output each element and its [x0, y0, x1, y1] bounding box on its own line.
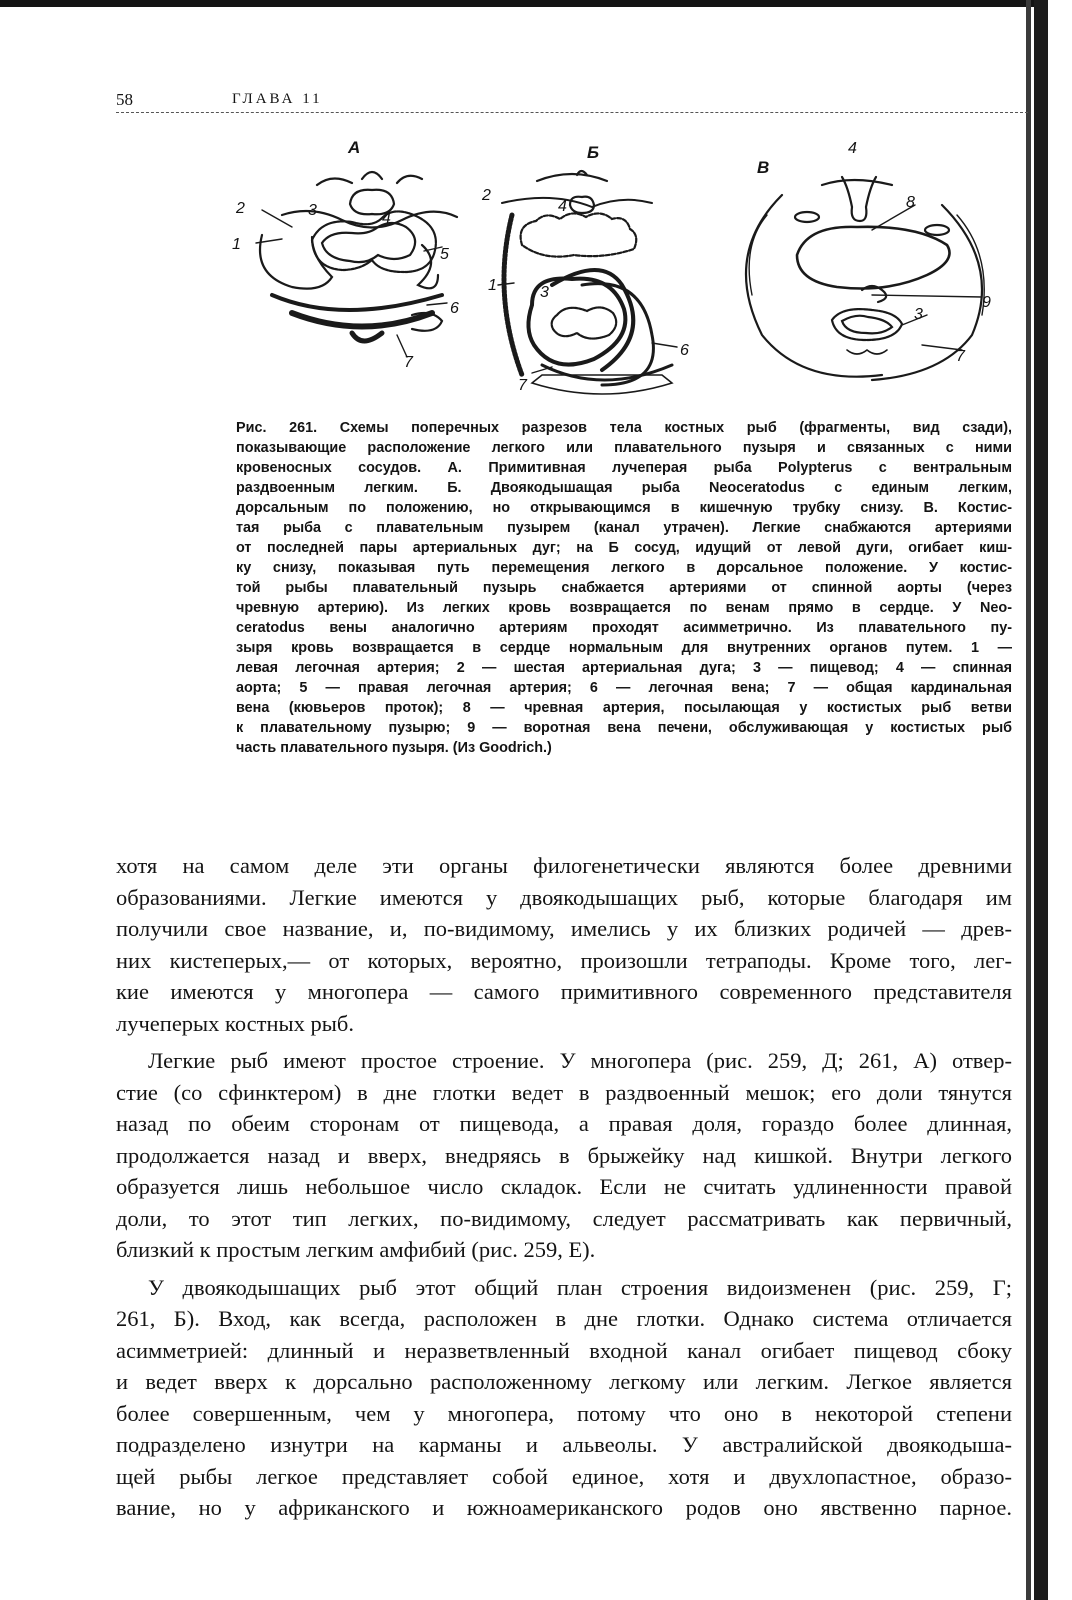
panel-c-num-7: 7: [956, 348, 965, 365]
figure-261: [222, 135, 1012, 420]
panel-b-num-3: 3: [540, 284, 549, 301]
caption-line: ку снизу, показывая путь перемещения легкого в дорсальное положение. У костис-: [236, 560, 1012, 576]
header-rule: [116, 112, 1028, 113]
caption-line: кровеносных сосудов. А. Примитивная лучеперая рыба Polypterus с вентральным: [236, 460, 1012, 476]
paragraph-2: [116, 1045, 1012, 1266]
panel-label-b: Б: [587, 143, 600, 162]
panel-a-num-3: 3: [308, 202, 317, 219]
caption-line: тая рыба с плавательным пузырем (канал утрачен). Легкие снабжаются артериями: [236, 520, 1012, 536]
text-line: получили свое название, и, по-видимому, имелись у их близких родичей — древ-: [116, 916, 1012, 941]
panel-a-num-4: 4: [382, 210, 391, 227]
running-head: [116, 90, 1028, 114]
panel-label-a: А: [348, 138, 361, 157]
caption-line: аорта; 5 — правая легочная артерия; 6 — легочная вена; 7 — общая кардинальная: [236, 680, 1012, 696]
text-line: вание, но у африканского и южноамериканского родов оно явственно парное.: [116, 1495, 1012, 1520]
body-text: [116, 850, 1012, 1524]
panel-c-num-9: 9: [982, 294, 991, 311]
caption-line: ceratodus вены аналогично артериям проходят асимметрично. Из плавательного пу-: [236, 620, 1012, 636]
caption-line: раздвоенным легким. Б. Двоякодышащая рыба Neoceratodus с единым легким,: [236, 480, 1012, 496]
panel-a-num-5: 5: [440, 246, 449, 263]
panel-a-num-7: 7: [404, 354, 413, 371]
text-line: назад по обеим сторонам от пищевода, а правая доля, гораздо более длинная,: [116, 1111, 1012, 1136]
text-line: У двоякодышащих рыб этот общий план строения видоизменен (рис. 259, Г;: [148, 1274, 1012, 1300]
panel-a-num-2: 2: [236, 200, 245, 217]
text-line: доли, то этот тип легких, по-видимому, следует рассматривать как первичный,: [116, 1205, 1012, 1231]
panel-a-drawing: [256, 172, 457, 357]
panel-a-num-1: 1: [232, 236, 241, 253]
scan-right-edge: [1034, 0, 1048, 1600]
caption-line: к плавательному пузырю; 9 — воротная вена печени, обслуживающая у костистых рыб: [236, 720, 1012, 736]
caption-line: вена (кювьеров проток); 8 — чревная артерия, посылающая у костистых рыб ветви: [236, 700, 1012, 716]
scan-right-shadow: [1026, 0, 1031, 1600]
figure-caption: [236, 418, 1012, 758]
caption-line: показывающие расположение легкого или плавательного пузыря и связанных с ними: [236, 440, 1012, 456]
page-number: 58: [116, 90, 133, 109]
caption-line: Рис. 261. Схемы поперечных разрезов тела костных рыб (фрагменты, вид сзади),: [236, 420, 1012, 436]
panel-b-num-7: 7: [518, 377, 527, 394]
panel-b-drawing: [498, 171, 677, 394]
paragraph-1: [116, 850, 1012, 1039]
text-line: Легкие рыб имеют простое строение. У многопера (рис. 259, Д; 261, А) отвер-: [148, 1048, 1012, 1073]
text-line: 261, Б). Вход, как всегда, расположен в дне глотки. Однако система отличается: [116, 1306, 1012, 1331]
figure-drawing: [222, 135, 1012, 420]
caption-line: часть плавательного пузыря. (Из Goodrich.): [236, 740, 552, 756]
text-line: образованиями. Легкие имеются у двоякодышащих рыб, которые благодаря им: [116, 884, 1012, 910]
text-line: кие имеются у многопера — самого примитивного современного представителя: [116, 979, 1012, 1004]
caption-line: дорсальным по положению, но открывающимся в кишечную трубку снизу. В. Костис-: [236, 500, 1012, 516]
panel-b-num-4: 4: [558, 198, 567, 215]
panel-b-num-1: 1: [488, 277, 497, 294]
text-line: подразделено изнутри на карманы и альвеолы. У австралийской двоякодыша-: [116, 1432, 1012, 1457]
text-line: них кистеперых,— от которых, вероятно, произошли тетраподы. Кроме того, лег-: [116, 947, 1012, 973]
panel-b-num-6: 6: [680, 342, 689, 359]
scan-top-edge: [0, 0, 1040, 7]
caption-line: той рыбы плавательный пузырь снабжается артериями от спинной аорты (через: [236, 580, 1012, 596]
panel-c-num-3: 3: [914, 306, 923, 323]
text-line: и ведет вверх к дорсально расположенному легкому или легким. Легкое является: [116, 1369, 1012, 1394]
text-line: хотя на самом деле эти органы филогенетически являются более древними: [116, 853, 1012, 878]
text-line: щей рыбы легкое представляет собой единое, хотя и двухлопастное, образо-: [116, 1463, 1012, 1489]
text-line: более совершенным, чем у многопера, потому что оно в некоторой степени: [116, 1400, 1012, 1426]
text-line: асимметрией: длинный и неразветвленный входной канал огибает пищевод сбоку: [116, 1337, 1012, 1363]
text-line: образуется лишь небольшое число складок. Если не считать удлиненности правой: [116, 1174, 1012, 1199]
panel-c-num-4: 4: [848, 140, 857, 157]
panel-a-num-6: 6: [450, 300, 459, 317]
caption-line: от последней пары артериальных дуг; на Б сосуд, идущий от левой дуги, огибает киш-: [236, 540, 1012, 556]
paragraph-3: [116, 1272, 1012, 1524]
text-line: продолжается назад и вверх, внедряясь в брыжейку над кишкой. Внутри легкого: [116, 1142, 1012, 1168]
caption-line: левая легочная артерия; 2 — шестая артериальная дуга; 3 — пищевод; 4 — спинная: [236, 660, 1012, 676]
chapter-title: ГЛАВА 11: [232, 91, 323, 107]
panel-c-num-8: 8: [906, 194, 915, 211]
panel-b-num-2: 2: [482, 187, 491, 204]
text-line: стие (со сфинктером) в дне глотки ведет в раздвоенный мешок; его доли тянутся: [116, 1079, 1012, 1105]
panel-c-drawing: [746, 177, 984, 380]
caption-line: чревную артерию). Из легких кровь возвращается по венам прямо в сердце. У Neo-: [236, 600, 1012, 616]
text-line: лучеперых костных рыб.: [116, 1010, 354, 1036]
text-line: близкий к простым легким амфибий (рис. 259, Е).: [116, 1237, 596, 1262]
caption-line: зыря кровь возвращается в сердце нормальным для внутренних органов путем. 1 —: [236, 640, 1012, 656]
panel-label-c: В: [757, 158, 770, 177]
